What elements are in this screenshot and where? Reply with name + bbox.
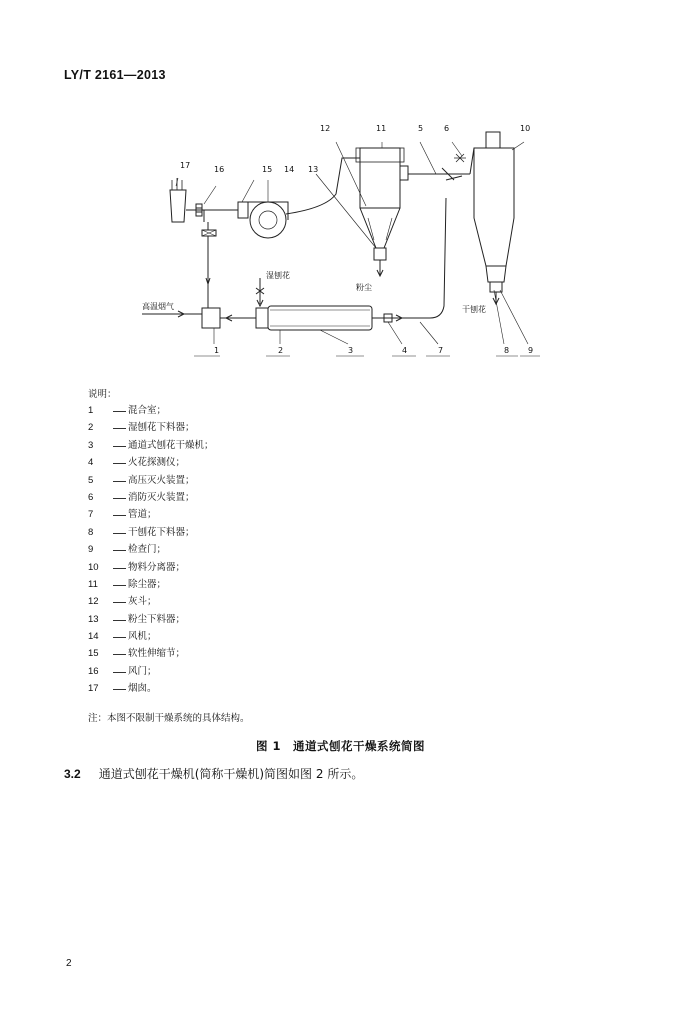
label-3: 3 xyxy=(348,346,354,355)
legend-item-number: 16 xyxy=(88,665,99,677)
fan xyxy=(250,202,286,238)
legend-item xyxy=(88,680,388,697)
legend-item xyxy=(88,437,388,454)
paragraph-text: 通道式刨花干燥机(简称干燥机)简图如图 2 所示。 xyxy=(98,767,364,781)
legend-dash xyxy=(112,593,128,610)
label-12: 12 xyxy=(320,124,331,133)
legend-item-number: 9 xyxy=(88,544,94,556)
legend-item-number: 2 xyxy=(88,422,94,434)
legend-item-number: 12 xyxy=(88,596,99,608)
flex-joint xyxy=(238,202,248,218)
legend-item xyxy=(88,489,388,506)
material-separator xyxy=(474,148,514,266)
label-15: 15 xyxy=(262,165,273,174)
dust-feeder xyxy=(374,248,386,260)
figure-caption: 图 1 通道式刨花干燥系统简图 xyxy=(255,739,425,753)
legend-item-text: 粉尘下料器； xyxy=(128,613,186,625)
label-13: 13 xyxy=(308,165,319,174)
ash-hopper xyxy=(360,208,400,248)
legend-item xyxy=(88,541,388,558)
label-dust: 粉尘 xyxy=(356,283,372,292)
label-16: 16 xyxy=(214,165,225,174)
diagram-svg xyxy=(120,118,560,380)
system-diagram xyxy=(120,118,560,380)
standard-code: LY/T 2161—2013 xyxy=(64,68,166,82)
legend-dash xyxy=(112,559,128,576)
label-dry-shavings: 干刨花 xyxy=(462,305,486,314)
label-17: 17 xyxy=(180,161,191,170)
legend-item xyxy=(88,559,388,576)
legend-item xyxy=(88,402,388,419)
wet-feeder xyxy=(256,308,268,328)
legend-list xyxy=(88,402,388,698)
legend-item-text: 通道式刨花干燥机； xyxy=(128,439,214,451)
legend-item-text: 管道； xyxy=(128,509,157,521)
legend-item xyxy=(88,576,388,593)
legend-item-number: 13 xyxy=(88,613,99,625)
legend-item-text: 风机； xyxy=(128,631,157,643)
legend-item xyxy=(88,663,388,680)
legend-item-text: 火花探测仪； xyxy=(128,457,186,469)
label-14: 14 xyxy=(284,165,295,174)
legend-item-text: 干刨花下料器； xyxy=(128,526,195,538)
legend-item-text: 检查门； xyxy=(128,544,167,556)
label-6: 6 xyxy=(444,124,450,133)
legend-item-text: 烟囱。 xyxy=(128,683,157,695)
label-11: 11 xyxy=(376,124,387,133)
legend-dash xyxy=(112,645,128,662)
section-number: 3.2 xyxy=(64,767,81,781)
mixing-chamber xyxy=(202,308,220,328)
label-5: 5 xyxy=(418,124,424,133)
legend-dash xyxy=(112,628,128,645)
legend-dash xyxy=(112,541,128,558)
legend-item-number: 10 xyxy=(88,561,99,573)
legend-dash xyxy=(112,611,128,628)
legend-item xyxy=(88,419,388,436)
label-2: 2 xyxy=(278,346,284,355)
legend-item-text: 湿刨花下料器； xyxy=(128,422,195,434)
legend-title: 说明： xyxy=(88,389,117,400)
legend-dash xyxy=(112,489,128,506)
legend-item-text: 风门； xyxy=(128,665,157,677)
label-1: 1 xyxy=(214,346,220,355)
legend-item-text: 物料分离器； xyxy=(128,561,186,573)
legend-item xyxy=(88,454,388,471)
legend-dash xyxy=(112,454,128,471)
dryer-drum xyxy=(268,306,372,330)
label-7: 7 xyxy=(438,346,444,355)
paragraph xyxy=(64,765,363,782)
legend-item-number: 3 xyxy=(88,439,94,451)
legend-item-text: 高压灭火装置； xyxy=(128,474,195,486)
legend-item xyxy=(88,472,388,489)
legend-dash xyxy=(112,419,128,436)
legend-item-text: 除尘器； xyxy=(128,578,167,590)
legend-dash xyxy=(112,402,128,419)
chimney xyxy=(170,190,186,222)
legend-item xyxy=(88,611,388,628)
label-8: 8 xyxy=(504,346,510,355)
legend-item-number: 15 xyxy=(88,648,99,660)
legend-dash xyxy=(112,663,128,680)
legend-item-number: 5 xyxy=(88,474,94,486)
legend-dash xyxy=(112,576,128,593)
legend-dash xyxy=(112,437,128,454)
legend-dash xyxy=(112,506,128,523)
label-10: 10 xyxy=(520,124,531,133)
legend-item-text: 灰斗； xyxy=(128,596,157,608)
label-hot-gas: 高温烟气 xyxy=(142,302,174,311)
label-9: 9 xyxy=(528,346,534,355)
legend-item xyxy=(88,506,388,523)
legend-item xyxy=(88,628,388,645)
legend-item-text: 混合室； xyxy=(128,405,167,416)
legend-item xyxy=(88,593,388,610)
label-wet-shavings: 湿刨花 xyxy=(266,271,290,280)
legend-item-number: 1 xyxy=(88,405,94,416)
page-number: 2 xyxy=(66,958,72,969)
legend-item-number: 6 xyxy=(88,491,94,503)
label-4: 4 xyxy=(402,346,408,355)
legend-dash xyxy=(112,472,128,489)
figure-note: 注：本图不限制干燥系统的具体结构。 xyxy=(88,713,250,724)
legend-item-number: 11 xyxy=(88,578,98,590)
legend-item-number: 8 xyxy=(88,526,94,538)
legend-dash xyxy=(112,524,128,541)
legend-item-number: 14 xyxy=(88,631,99,643)
legend-item-text: 消防灭火装置； xyxy=(128,491,195,503)
legend-item-number: 17 xyxy=(88,683,99,695)
legend-item-number: 4 xyxy=(88,457,94,469)
legend-item-text: 软性伸缩节； xyxy=(128,648,186,660)
legend-dash xyxy=(112,680,128,697)
legend-item xyxy=(88,645,388,662)
dust-collector xyxy=(360,148,400,208)
legend-item-number: 7 xyxy=(88,509,94,521)
legend-item xyxy=(88,524,388,541)
